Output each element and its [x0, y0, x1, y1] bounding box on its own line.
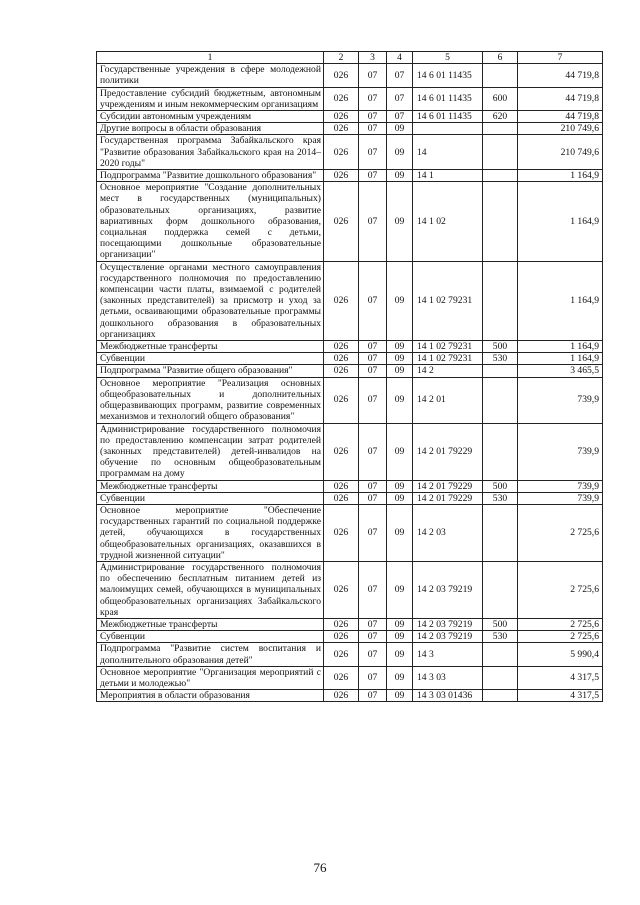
row-pr-cell: 09 — [387, 123, 413, 135]
row-vr-cell — [483, 666, 518, 689]
row-vr-cell — [483, 135, 518, 170]
row-name-cell: Основное мероприятие "Создание дополнительных мест в государственных (муниципальных) образовательных организациях, развитие вариативных форм дошкольного образования, социальная поддержка семей с детьми, посещающими дошкольные образовательные организации" — [97, 182, 324, 261]
row-csr-cell: 14 2 03 79219 — [413, 631, 483, 643]
row-ved-cell: 026 — [324, 690, 359, 702]
row-ved-cell: 026 — [324, 64, 359, 87]
row-vr-cell — [483, 643, 518, 666]
row-name-cell: Мероприятия в области образования — [97, 690, 324, 702]
row-ved-cell: 026 — [324, 492, 359, 504]
row-pr-cell: 09 — [387, 504, 413, 561]
row-name-cell: Субвенции — [97, 631, 324, 643]
table-row — [97, 365, 603, 377]
row-vr-cell: 530 — [483, 492, 518, 504]
row-rz-cell: 07 — [359, 87, 387, 110]
table-row — [97, 423, 603, 480]
row-amount-cell: 210 749,6 — [518, 135, 603, 170]
row-pr-cell: 09 — [387, 643, 413, 666]
row-name-cell: Субвенции — [97, 353, 324, 365]
row-rz-cell: 07 — [359, 643, 387, 666]
row-rz-cell: 07 — [359, 618, 387, 630]
row-ved-cell: 026 — [324, 261, 359, 340]
row-rz-cell: 07 — [359, 341, 387, 353]
row-vr-cell — [483, 561, 518, 618]
row-pr-cell: 09 — [387, 261, 413, 340]
row-csr-cell: 14 1 — [413, 170, 483, 182]
row-csr-cell: 14 2 03 79219 — [413, 618, 483, 630]
row-pr-cell: 09 — [387, 631, 413, 643]
row-rz-cell: 07 — [359, 631, 387, 643]
row-name-cell: Другие вопросы в области образования — [97, 123, 324, 135]
row-rz-cell: 07 — [359, 423, 387, 480]
header-col-1: 1 — [97, 52, 324, 64]
header-col-7: 7 — [518, 52, 603, 64]
table-row — [97, 353, 603, 365]
row-ved-cell: 026 — [324, 480, 359, 492]
row-rz-cell: 07 — [359, 353, 387, 365]
row-csr-cell: 14 3 03 — [413, 666, 483, 689]
table-row — [97, 666, 603, 689]
table-row — [97, 261, 603, 340]
row-amount-cell: 1 164,9 — [518, 353, 603, 365]
row-rz-cell: 07 — [359, 504, 387, 561]
row-csr-cell — [413, 123, 483, 135]
row-ved-cell: 026 — [324, 643, 359, 666]
row-ved-cell: 026 — [324, 111, 359, 123]
table-row — [97, 64, 603, 87]
table-row — [97, 618, 603, 630]
row-vr-cell — [483, 423, 518, 480]
row-csr-cell: 14 3 03 01436 — [413, 690, 483, 702]
table-row — [97, 492, 603, 504]
row-pr-cell: 07 — [387, 111, 413, 123]
row-name-cell: Межбюджетные трансферты — [97, 341, 324, 353]
row-csr-cell: 14 1 02 79231 — [413, 261, 483, 340]
row-vr-cell — [483, 182, 518, 261]
row-pr-cell: 09 — [387, 341, 413, 353]
row-ved-cell: 026 — [324, 666, 359, 689]
row-rz-cell: 07 — [359, 135, 387, 170]
table-row — [97, 480, 603, 492]
row-vr-cell — [483, 170, 518, 182]
row-vr-cell — [483, 365, 518, 377]
row-vr-cell: 500 — [483, 480, 518, 492]
row-amount-cell: 1 164,9 — [518, 182, 603, 261]
row-csr-cell: 14 2 01 — [413, 377, 483, 423]
row-csr-cell: 14 1 02 79231 — [413, 353, 483, 365]
row-rz-cell: 07 — [359, 64, 387, 87]
table-row — [97, 643, 603, 666]
row-name-cell: Межбюджетные трансферты — [97, 618, 324, 630]
row-rz-cell: 07 — [359, 170, 387, 182]
row-rz-cell: 07 — [359, 365, 387, 377]
row-name-cell: Подпрограмма "Развитие общего образования" — [97, 365, 324, 377]
row-rz-cell: 07 — [359, 666, 387, 689]
row-pr-cell: 09 — [387, 170, 413, 182]
row-ved-cell: 026 — [324, 561, 359, 618]
row-rz-cell: 07 — [359, 111, 387, 123]
row-rz-cell: 07 — [359, 182, 387, 261]
row-ved-cell: 026 — [324, 618, 359, 630]
row-csr-cell: 14 2 01 79229 — [413, 480, 483, 492]
row-pr-cell: 09 — [387, 618, 413, 630]
row-csr-cell: 14 2 03 — [413, 504, 483, 561]
row-pr-cell: 09 — [387, 561, 413, 618]
row-name-cell: Администрирование государственного полномочия по предоставлению компенсации затрат родителей (законных представителей) детей-инвалидов на обучение по основным общеобразовательным программам на дому — [97, 423, 324, 480]
row-amount-cell: 44 719,8 — [518, 64, 603, 87]
row-vr-cell — [483, 123, 518, 135]
row-pr-cell: 09 — [387, 690, 413, 702]
row-name-cell: Администрирование государственного полномочия по обеспечению бесплатным питанием детей из малоимущих семей, обучающихся в муниципальных общеобразовательных организациях Забайкальского края — [97, 561, 324, 618]
row-csr-cell: 14 2 03 79219 — [413, 561, 483, 618]
row-csr-cell: 14 6 01 11435 — [413, 111, 483, 123]
row-name-cell: Подпрограмма "Развитие систем воспитания и дополнительного образования детей" — [97, 643, 324, 666]
row-amount-cell: 4 317,5 — [518, 666, 603, 689]
row-name-cell: Межбюджетные трансферты — [97, 480, 324, 492]
row-amount-cell: 1 164,9 — [518, 170, 603, 182]
row-rz-cell: 07 — [359, 480, 387, 492]
page-number: 76 — [313, 860, 327, 875]
row-vr-cell: 530 — [483, 631, 518, 643]
table-row — [97, 135, 603, 170]
row-amount-cell: 3 465,5 — [518, 365, 603, 377]
row-amount-cell: 739,9 — [518, 423, 603, 480]
row-name-cell: Подпрограмма "Развитие дошкольного образования" — [97, 170, 324, 182]
row-amount-cell: 44 719,8 — [518, 111, 603, 123]
row-pr-cell: 09 — [387, 492, 413, 504]
row-ved-cell: 026 — [324, 377, 359, 423]
row-name-cell: Предоставление субсидий бюджетным, автономным учреждениям и иным некоммерческим организациям — [97, 87, 324, 110]
row-name-cell: Государственная программа Забайкальского края "Развитие образования Забайкальского края на 2014–2020 годы" — [97, 135, 324, 170]
row-amount-cell: 44 719,8 — [518, 87, 603, 110]
row-amount-cell: 2 725,6 — [518, 631, 603, 643]
row-name-cell: Основное мероприятие "Обеспечение государственных гарантий по социальной поддержке детей, обучающихся в государственных общеобразовательных организациях, оказавшихся в трудной жизненной ситуации" — [97, 504, 324, 561]
row-amount-cell: 739,9 — [518, 480, 603, 492]
header-col-5: 5 — [413, 52, 483, 64]
table-row — [97, 111, 603, 123]
row-vr-cell: 530 — [483, 353, 518, 365]
row-vr-cell: 500 — [483, 341, 518, 353]
row-csr-cell: 14 1 02 — [413, 182, 483, 261]
row-name-cell: Основное мероприятие "Организация мероприятий с детьми и молодежью" — [97, 666, 324, 689]
row-name-cell: Осуществление органами местного самоуправления государственного полномочия по предоставлению компенсации части платы, взимаемой с родителей (законных представителей) за присмотр и уход за детьми, осваивающими образовательные программы дошкольного образования в образовательных организациях — [97, 261, 324, 340]
row-amount-cell: 5 990,4 — [518, 643, 603, 666]
row-rz-cell: 07 — [359, 690, 387, 702]
row-pr-cell: 09 — [387, 377, 413, 423]
row-csr-cell: 14 2 01 79229 — [413, 423, 483, 480]
table-row — [97, 504, 603, 561]
row-csr-cell: 14 3 — [413, 643, 483, 666]
row-name-cell: Государственные учреждения в сфере молодежной политики — [97, 64, 324, 87]
row-amount-cell: 2 725,6 — [518, 561, 603, 618]
row-ved-cell: 026 — [324, 353, 359, 365]
row-ved-cell: 026 — [324, 423, 359, 480]
header-col-4: 4 — [387, 52, 413, 64]
row-ved-cell: 026 — [324, 504, 359, 561]
row-pr-cell: 09 — [387, 423, 413, 480]
row-ved-cell: 026 — [324, 170, 359, 182]
row-vr-cell — [483, 690, 518, 702]
row-rz-cell: 07 — [359, 561, 387, 618]
row-pr-cell: 09 — [387, 666, 413, 689]
table-header-row — [97, 52, 603, 64]
row-pr-cell: 09 — [387, 135, 413, 170]
row-name-cell: Субсидии автономным учреждениям — [97, 111, 324, 123]
row-csr-cell: 14 6 01 11435 — [413, 87, 483, 110]
table-row — [97, 561, 603, 618]
row-amount-cell: 739,9 — [518, 377, 603, 423]
row-vr-cell — [483, 261, 518, 340]
row-ved-cell: 026 — [324, 123, 359, 135]
row-vr-cell — [483, 64, 518, 87]
row-rz-cell: 07 — [359, 377, 387, 423]
row-rz-cell: 07 — [359, 492, 387, 504]
row-amount-cell: 1 164,9 — [518, 261, 603, 340]
table-row — [97, 123, 603, 135]
header-col-2: 2 — [324, 52, 359, 64]
row-pr-cell: 07 — [387, 87, 413, 110]
table-row — [97, 170, 603, 182]
row-vr-cell — [483, 377, 518, 423]
row-vr-cell: 620 — [483, 111, 518, 123]
row-pr-cell: 07 — [387, 64, 413, 87]
row-amount-cell: 4 317,5 — [518, 690, 603, 702]
row-ved-cell: 026 — [324, 341, 359, 353]
header-col-6: 6 — [483, 52, 518, 64]
row-csr-cell: 14 — [413, 135, 483, 170]
budget-table — [96, 51, 603, 702]
row-amount-cell: 210 749,6 — [518, 123, 603, 135]
header-col-3: 3 — [359, 52, 387, 64]
table-row — [97, 341, 603, 353]
table-row — [97, 182, 603, 261]
row-csr-cell: 14 2 — [413, 365, 483, 377]
row-pr-cell: 09 — [387, 353, 413, 365]
row-csr-cell: 14 6 01 11435 — [413, 64, 483, 87]
table-row — [97, 631, 603, 643]
row-name-cell: Основное мероприятие "Реализация основных общеобразовательных и дополнительных общеразвивающих программ, развитие современных механизмов и технологий общего образования" — [97, 377, 324, 423]
row-rz-cell: 07 — [359, 123, 387, 135]
row-vr-cell: 500 — [483, 618, 518, 630]
row-pr-cell: 09 — [387, 182, 413, 261]
row-rz-cell: 07 — [359, 261, 387, 340]
row-csr-cell: 14 2 01 79229 — [413, 492, 483, 504]
row-ved-cell: 026 — [324, 631, 359, 643]
row-ved-cell: 026 — [324, 365, 359, 377]
row-vr-cell — [483, 504, 518, 561]
row-amount-cell: 1 164,9 — [518, 341, 603, 353]
row-csr-cell: 14 1 02 79231 — [413, 341, 483, 353]
table-row — [97, 87, 603, 110]
row-amount-cell: 739,9 — [518, 492, 603, 504]
row-name-cell: Субвенции — [97, 492, 324, 504]
table-body — [97, 52, 603, 702]
row-amount-cell: 2 725,6 — [518, 504, 603, 561]
row-pr-cell: 09 — [387, 365, 413, 377]
row-ved-cell: 026 — [324, 87, 359, 110]
row-vr-cell: 600 — [483, 87, 518, 110]
row-pr-cell: 09 — [387, 480, 413, 492]
row-amount-cell: 2 725,6 — [518, 618, 603, 630]
table-row — [97, 377, 603, 423]
row-ved-cell: 026 — [324, 135, 359, 170]
table-row — [97, 690, 603, 702]
row-ved-cell: 026 — [324, 182, 359, 261]
